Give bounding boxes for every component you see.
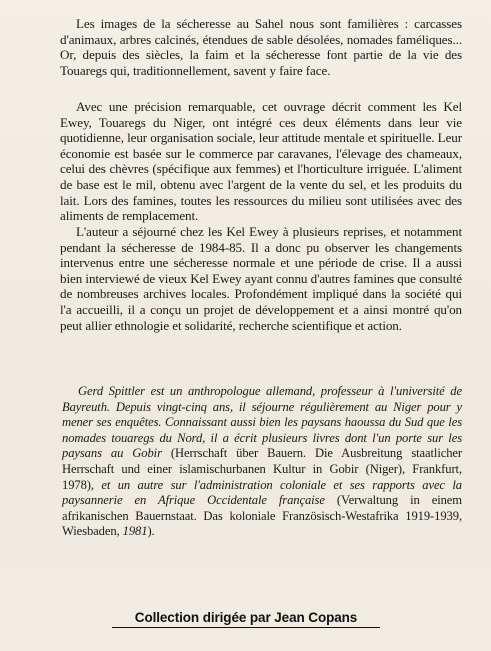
author-bio-roman-3: ). bbox=[147, 524, 155, 539]
author-bio-italic-2: et un autre sur l'administration coloniale et ses rapports avec la paysannerie en Afrique Occidentale française bbox=[62, 477, 462, 508]
paragraph-author-fieldwork bbox=[60, 224, 462, 333]
paragraph-intro-text: Les images de la sécheresse au Sahel nous sont familières : carcasses d'animaux, arbres calcinés, étendues de sable désolées, nomades faméliques... Or, depuis des siècles, la faim et la sécheresse font partie de la vie des Touaregs qui, traditionnellement, savent y faire face. bbox=[60, 16, 462, 78]
author-bio-italic-1: Gerd Spittler est un anthropologue allemand, professeur à l'université de Bayreuth. Depuis vingt-cinq ans, il séjourne régulièrement au Niger pour y mener ses enquêtes. Connaissant aussi bien les paysans haoussa du Sud que les nomades touaregs du Nord, il a écrit plusieurs livres dont l'un porte sur les paysans au Gobir bbox=[62, 384, 462, 461]
paragraph-intro bbox=[60, 16, 462, 78]
author-bio bbox=[62, 384, 462, 540]
paragraph-description-text: Avec une précision remarquable, cet ouvrage décrit comment les Kel Ewey, Touaregs du Niger, ont intégré ces deux éléments dans leur vie quotidienne, leur organisation sociale, leur attitude mentale et spirituelle. Leur économie est basée sur le commerce par caravanes, l'élevage des chameaux, celui des chèvres (spécifique aux femmes) et l'horticulture irriguée. L'aliment de base est le mil, obtenu avec l'argent de la vente du sel, et les produits du lait. Lors des famines, toutes les ressources du milieu sont utilisées avec des aliments de remplacement. bbox=[60, 99, 462, 224]
collection-editor-credit: Collection dirigée par Jean Copans bbox=[112, 610, 380, 628]
author-bio-roman-1: (Herrschaft über Bauern. Die Ausbreitung staatlicher Herrschaft und einer islamischurbanen Kultur in Gobir (Niger), Frankfurt, 1978), bbox=[62, 446, 462, 492]
paragraph-author-fieldwork-text: L'auteur a séjourné chez les Kel Ewey à plusieurs reprises, et notamment pendant la sécheresse de 1984-85. Il a donc pu observer les changements intervenus entre une sécheresse normale et une période de crise. Il a aussi bien interviewé de vieux Kel Ewey ayant connu d'autres famines que consulté de nombreuses archives locales. Profondément impliqué dans la société qui l'a accueilli, il a conçu un projet de développement et a ainsi montré qu'on peut allier ethnologie et solidarité, recherche scientifique et action. bbox=[60, 224, 462, 333]
author-bio-roman-2: (Verwaltung in einem afrikanischen Bauernstaat. Das koloniale Französisch-Westafrika 1919-1939, Wiesbaden, bbox=[62, 493, 462, 539]
paragraph-description bbox=[60, 99, 462, 224]
author-bio-italic-3: 1981 bbox=[122, 524, 148, 539]
